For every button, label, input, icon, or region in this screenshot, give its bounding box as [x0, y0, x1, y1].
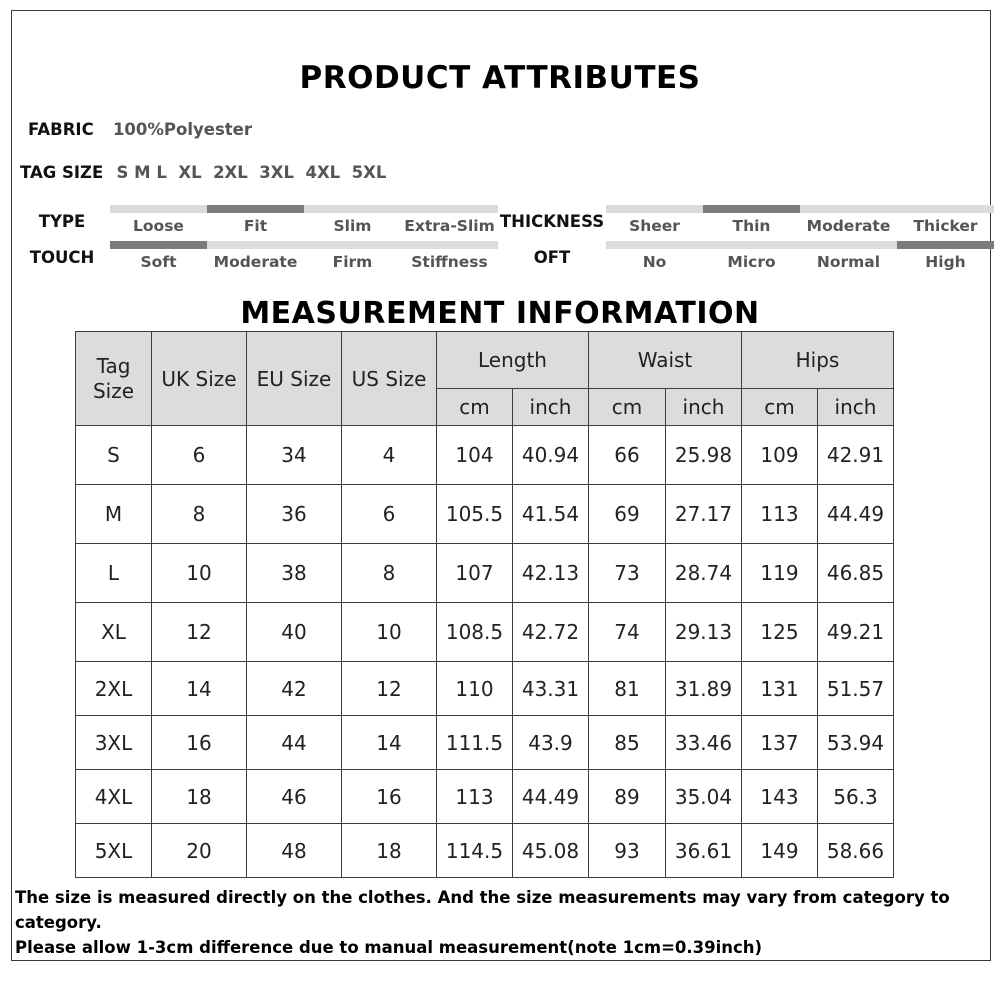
cell-us-size: 18: [342, 824, 437, 878]
header-waist-cm: cm: [589, 389, 666, 426]
cell-length-cm: 108.5: [437, 603, 513, 662]
cell-length-inch: 45.08: [513, 824, 589, 878]
cell-waist-inch: 36.61: [666, 824, 742, 878]
cell-hips-cm: 131: [742, 662, 818, 716]
header-us-size: US Size: [342, 332, 437, 426]
tag-size-row: [20, 163, 386, 182]
header-tag-size: Tag Size: [76, 332, 152, 426]
header-hips-cm: cm: [742, 389, 818, 426]
table-row: [76, 662, 894, 716]
cell-hips-inch: 56.3: [818, 770, 894, 824]
type-label: TYPE: [38, 212, 86, 231]
option-label: Thicker: [913, 217, 978, 235]
tag-size-label: TAG SIZE: [20, 163, 104, 182]
cell-waist-inch: 28.74: [666, 544, 742, 603]
table-row: [76, 716, 894, 770]
cell-hips-inch: 46.85: [818, 544, 894, 603]
cell-uk-size: 6: [152, 426, 247, 485]
cell-tag-size: 5XL: [76, 824, 152, 878]
scale-bar: [606, 205, 703, 213]
cell-eu-size: 38: [247, 544, 342, 603]
thickness-label: THICKNESS: [499, 212, 605, 231]
option-label: Thin: [732, 217, 771, 235]
table-row: [76, 544, 894, 603]
cell-length-inch: 43.31: [513, 662, 589, 716]
cell-waist-inch: 25.98: [666, 426, 742, 485]
touch-option-stiffness: [401, 241, 498, 285]
header-hips-inch: inch: [818, 389, 894, 426]
scale-bar: [401, 205, 498, 213]
cell-us-size: 10: [342, 603, 437, 662]
cell-waist-cm: 69: [589, 485, 666, 544]
scale-bar: [207, 241, 304, 249]
header-eu-size: EU Size: [247, 332, 342, 426]
cell-hips-inch: 51.57: [818, 662, 894, 716]
cell-uk-size: 8: [152, 485, 247, 544]
scale-bar: [703, 241, 800, 249]
fabric-label: FABRIC: [28, 120, 94, 139]
header-waist: Waist: [589, 332, 742, 389]
cell-us-size: 6: [342, 485, 437, 544]
oft-label: OFT: [533, 248, 571, 267]
cell-eu-size: 44: [247, 716, 342, 770]
option-label: Sheer: [629, 217, 680, 235]
cell-hips-inch: 53.94: [818, 716, 894, 770]
scale-bar: [304, 205, 401, 213]
cell-length-cm: 105.5: [437, 485, 513, 544]
cell-waist-cm: 73: [589, 544, 666, 603]
cell-tag-size: S: [76, 426, 152, 485]
cell-waist-cm: 85: [589, 716, 666, 770]
header-hips: Hips: [742, 332, 894, 389]
cell-length-inch: 41.54: [513, 485, 589, 544]
cell-eu-size: 34: [247, 426, 342, 485]
cell-us-size: 8: [342, 544, 437, 603]
fabric-value: 100%Polyester: [112, 120, 252, 139]
measurement-table: [75, 331, 894, 878]
product-attributes-title: PRODUCT ATTRIBUTES: [299, 60, 701, 96]
option-label: Soft: [140, 253, 177, 271]
cell-uk-size: 12: [152, 603, 247, 662]
scale-bar: [304, 241, 401, 249]
cell-uk-size: 10: [152, 544, 247, 603]
table-row: [76, 770, 894, 824]
scale-bar: [800, 241, 897, 249]
oft-option-micro: [703, 241, 800, 285]
cell-eu-size: 46: [247, 770, 342, 824]
cell-us-size: 16: [342, 770, 437, 824]
option-label: No: [642, 253, 667, 271]
cell-tag-size: 4XL: [76, 770, 152, 824]
cell-waist-inch: 29.13: [666, 603, 742, 662]
header-length: Length: [437, 332, 589, 389]
cell-hips-inch: 42.91: [818, 426, 894, 485]
cell-length-cm: 113: [437, 770, 513, 824]
cell-length-inch: 44.49: [513, 770, 589, 824]
cell-tag-size: 3XL: [76, 716, 152, 770]
cell-uk-size: 14: [152, 662, 247, 716]
oft-option-normal: [800, 241, 897, 285]
note-line-1: The size is measured directly on the clothes. And the size measurements may vary from category to: [15, 888, 950, 907]
scale-bar: [110, 241, 207, 249]
option-label: Stiffness: [411, 253, 488, 271]
cell-hips-inch: 58.66: [818, 824, 894, 878]
cell-us-size: 14: [342, 716, 437, 770]
cell-waist-inch: 31.89: [666, 662, 742, 716]
scale-bar: [800, 205, 897, 213]
oft-option-high: [897, 241, 994, 285]
cell-waist-inch: 35.04: [666, 770, 742, 824]
cell-uk-size: 20: [152, 824, 247, 878]
touch-option-firm: [304, 241, 401, 285]
cell-waist-inch: 33.46: [666, 716, 742, 770]
scale-bar: [110, 205, 207, 213]
option-label: Moderate: [806, 217, 891, 235]
oft-scale: [606, 241, 994, 285]
option-label: Fit: [243, 217, 268, 235]
note-line-3: Please allow 1-3cm difference due to manual measurement(note 1cm=0.39inch): [15, 938, 763, 957]
oft-option-no: [606, 241, 703, 285]
option-label: Micro: [727, 253, 776, 271]
header-length-inch: inch: [513, 389, 589, 426]
fabric-row: [28, 120, 252, 139]
cell-hips-cm: 119: [742, 544, 818, 603]
cell-length-cm: 114.5: [437, 824, 513, 878]
cell-tag-size: XL: [76, 603, 152, 662]
cell-length-inch: 43.9: [513, 716, 589, 770]
header-length-cm: cm: [437, 389, 513, 426]
cell-eu-size: 48: [247, 824, 342, 878]
cell-hips-cm: 125: [742, 603, 818, 662]
table-row: [76, 426, 894, 485]
cell-eu-size: 42: [247, 662, 342, 716]
option-label: Extra-Slim: [404, 217, 495, 235]
cell-eu-size: 36: [247, 485, 342, 544]
cell-tag-size: M: [76, 485, 152, 544]
cell-length-inch: 42.72: [513, 603, 589, 662]
touch-option-moderate: [207, 241, 304, 285]
note-line-2: category.: [15, 913, 102, 932]
scale-bar: [401, 241, 498, 249]
option-label: Loose: [133, 217, 184, 235]
cell-length-inch: 40.94: [513, 426, 589, 485]
cell-waist-cm: 74: [589, 603, 666, 662]
cell-length-cm: 110: [437, 662, 513, 716]
scale-bar: [897, 241, 994, 249]
scale-bar: [207, 205, 304, 213]
touch-scale: [110, 241, 498, 285]
scale-bar: [703, 205, 800, 213]
cell-waist-cm: 89: [589, 770, 666, 824]
measurement-table-body: [76, 426, 894, 878]
cell-waist-inch: 27.17: [666, 485, 742, 544]
table-row: [76, 824, 894, 878]
cell-waist-cm: 66: [589, 426, 666, 485]
option-label: Moderate: [213, 253, 298, 271]
cell-us-size: 12: [342, 662, 437, 716]
cell-waist-cm: 81: [589, 662, 666, 716]
cell-uk-size: 18: [152, 770, 247, 824]
option-label: Firm: [332, 253, 373, 271]
cell-hips-inch: 49.21: [818, 603, 894, 662]
cell-length-inch: 42.13: [513, 544, 589, 603]
cell-uk-size: 16: [152, 716, 247, 770]
touch-option-soft: [110, 241, 207, 285]
header-uk-size: UK Size: [152, 332, 247, 426]
cell-waist-cm: 93: [589, 824, 666, 878]
header-waist-inch: inch: [666, 389, 742, 426]
table-row: [76, 485, 894, 544]
table-row: [76, 603, 894, 662]
measurement-information-title: MEASUREMENT INFORMATION: [240, 296, 760, 331]
scale-bar: [897, 205, 994, 213]
cell-tag-size: L: [76, 544, 152, 603]
cell-hips-cm: 137: [742, 716, 818, 770]
option-label: Normal: [816, 253, 881, 271]
cell-hips-cm: 143: [742, 770, 818, 824]
cell-hips-inch: 44.49: [818, 485, 894, 544]
option-label: High: [925, 253, 966, 271]
cell-length-cm: 111.5: [437, 716, 513, 770]
touch-label: TOUCH: [29, 248, 95, 267]
cell-hips-cm: 109: [742, 426, 818, 485]
tag-size-value: S M L XL 2XL 3XL 4XL 5XL: [116, 163, 387, 182]
cell-length-cm: 104: [437, 426, 513, 485]
option-label: Slim: [333, 217, 372, 235]
scale-bar: [606, 241, 703, 249]
cell-tag-size: 2XL: [76, 662, 152, 716]
cell-hips-cm: 149: [742, 824, 818, 878]
cell-us-size: 4: [342, 426, 437, 485]
cell-eu-size: 40: [247, 603, 342, 662]
cell-hips-cm: 113: [742, 485, 818, 544]
cell-length-cm: 107: [437, 544, 513, 603]
